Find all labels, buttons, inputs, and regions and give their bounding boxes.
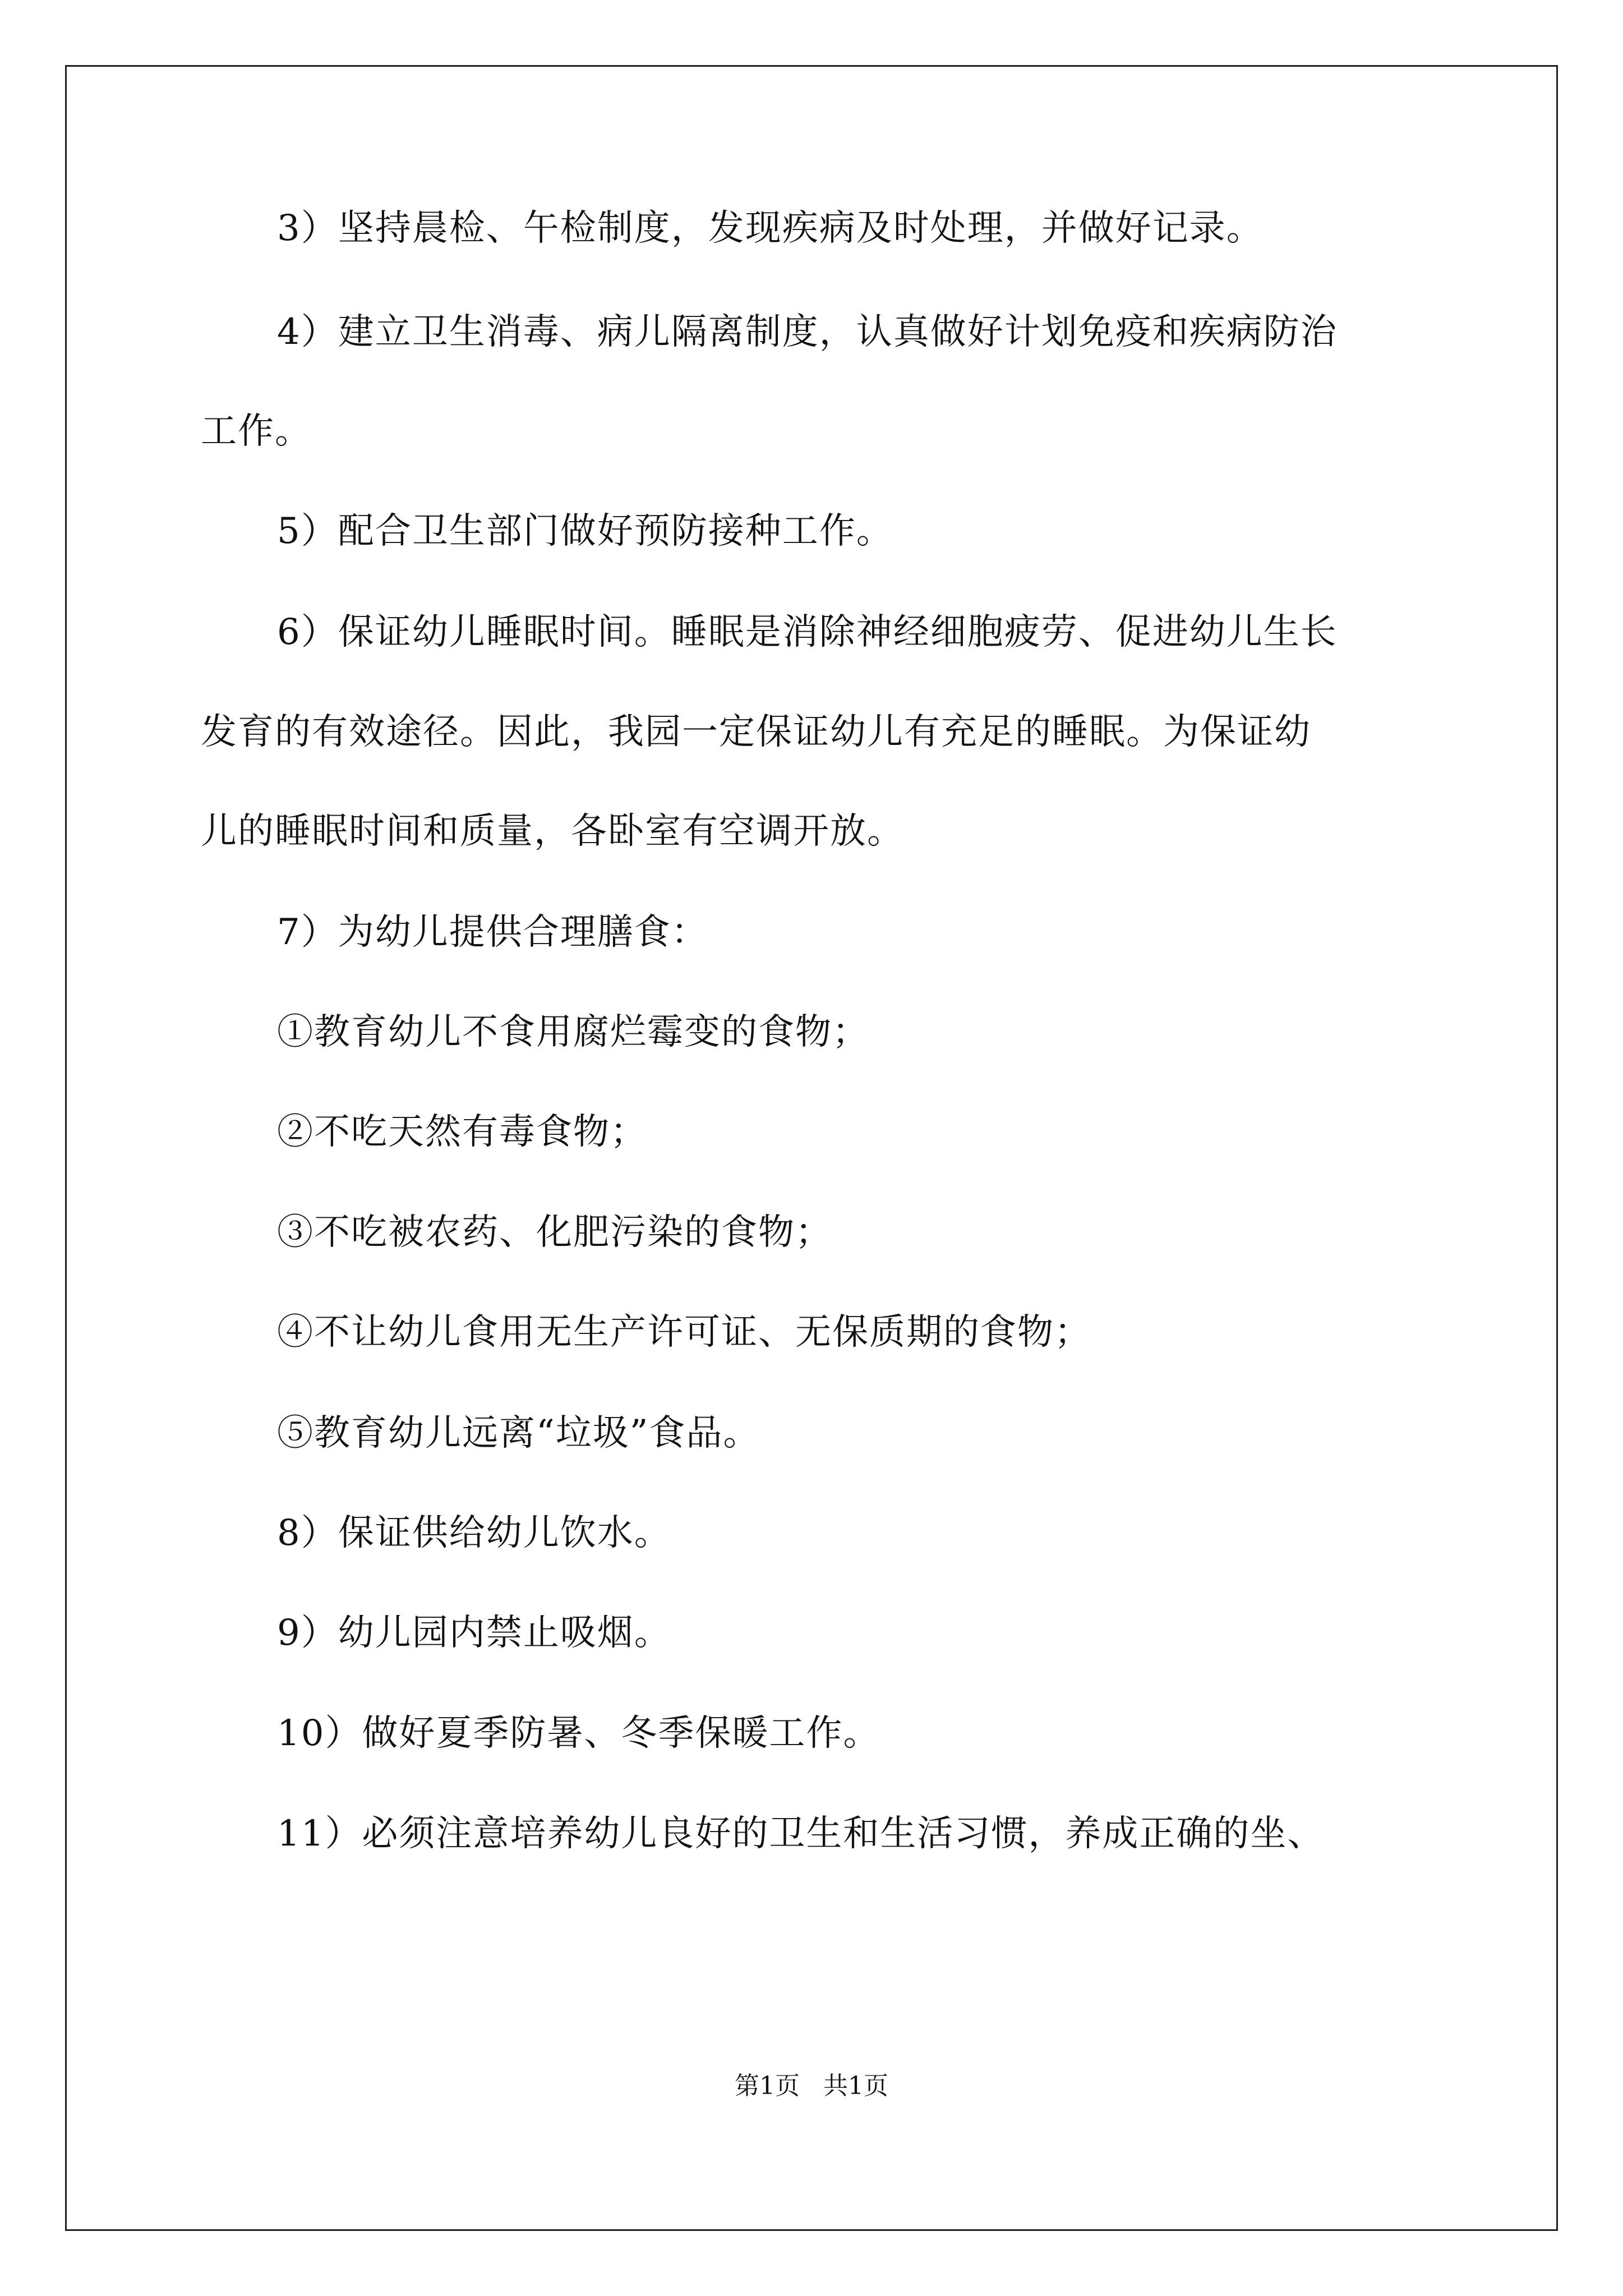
- line-11: ③不吃被农药、化肥污染的食物；: [277, 1212, 832, 1253]
- line-6: 发育的有效途径。因此，我园一定保证幼儿有充足的睡眠。为保证幼: [201, 711, 1311, 753]
- line-3: 工作。: [201, 411, 312, 452]
- line-9: ①教育幼儿不食用腐烂霉变的食物；: [277, 1011, 869, 1053]
- line-13: ⑤教育幼儿远离“垃圾”食品。: [277, 1412, 760, 1454]
- line-15: 9）幼儿园内禁止吸烟。: [277, 1612, 671, 1654]
- line-1: 3）坚持晨检、午检制度，发现疾病及时处理，并做好记录。: [277, 208, 1264, 249]
- line-12: ④不让幼儿食用无生产许可证、无保质期的食物；: [277, 1312, 1091, 1353]
- line-14: 8）保证供给幼儿饮水。: [277, 1512, 671, 1554]
- line-17: 11）必须注意培养幼儿良好的卫生和生活习惯，养成正确的坐、: [277, 1813, 1325, 1855]
- line-5: 6）保证幼儿睡眠时间。睡眠是消除神经细胞疲劳、促进幼儿生长: [277, 611, 1338, 653]
- line-2: 4）建立卫生消毒、病儿隔离制度，认真做好计划免疫和疾病防治: [277, 311, 1338, 353]
- page-number-total: 共1页: [823, 2072, 888, 2100]
- page-number-current: 第1页: [735, 2072, 800, 2100]
- line-7: 儿的睡眠时间和质量，各卧室有空调开放。: [201, 811, 904, 852]
- line-4: 5）配合卫生部门做好预防接种工作。: [277, 510, 893, 552]
- page-footer: [0, 2065, 1623, 2101]
- line-16: 10）做好夏季防暑、冬季保暖工作。: [277, 1713, 880, 1754]
- line-10: ②不吃天然有毒食物；: [277, 1111, 647, 1153]
- line-8: 7）为幼儿提供合理膳食：: [277, 912, 708, 953]
